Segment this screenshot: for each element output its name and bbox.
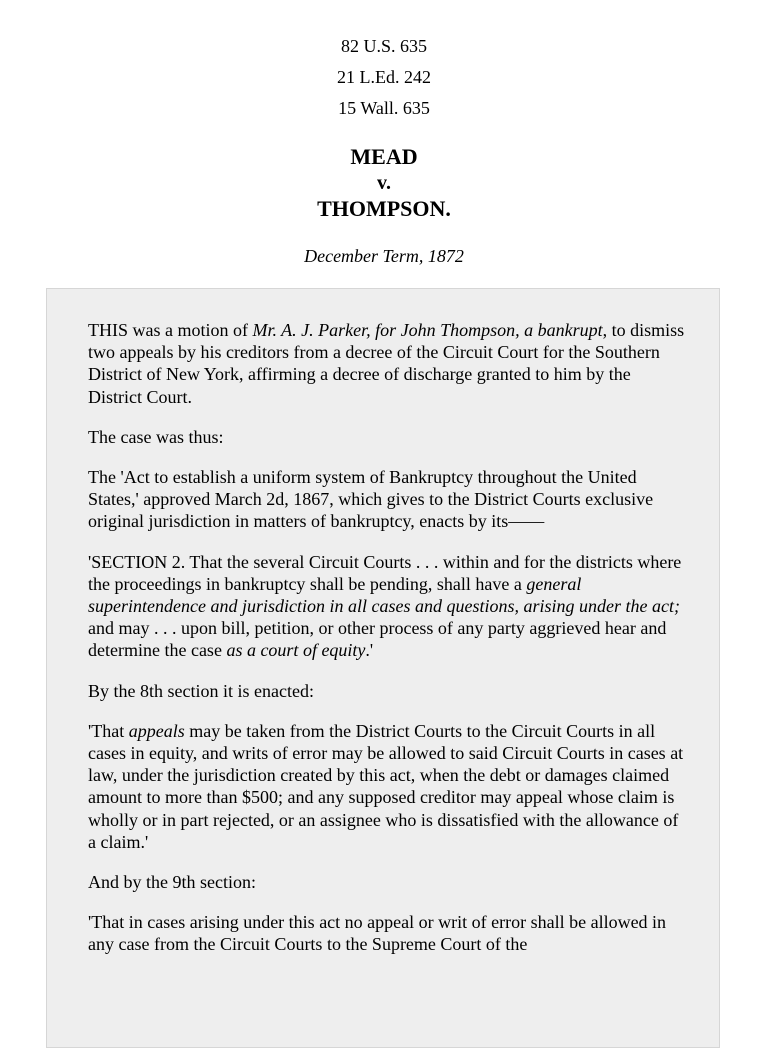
- paragraph-6: 'That appeals may be taken from the District Courts to the Circuit Courts in all cases in equity, and writs of error may be allowed to said Circuit Courts in cases at law, under the jurisdiction created by this act, when the debt or damages claimed amount to more than $500; and any supposed creditor may appeal whose claim is wholly or in part rejected, or an assignee who is dissatisfied with the allowance of a claim.': [88, 720, 684, 852]
- case-title: [0, 144, 768, 222]
- opinion-text-panel: [46, 288, 720, 1048]
- citation-lawyers-edition: 21 L.Ed. 242: [337, 67, 431, 87]
- citation-wallace: 15 Wall. 635: [338, 98, 430, 118]
- paragraph-2: The case was thus:: [88, 426, 224, 447]
- paragraph-3: The 'Act to establish a uniform system of Bankruptcy throughout the United States,' approved March 2d, 1867, which gives to the District Courts exclusive original jurisdiction in matters of bankruptcy, enacts by its——: [88, 467, 654, 532]
- paragraph-5: By the 8th section it is enacted:: [88, 680, 314, 701]
- paragraph-8: 'That in cases arising under this act no appeal or writ of error shall be allowed in any case from the Circuit Courts to the Supreme Court of the: [88, 912, 667, 955]
- case-term: December Term, 1872: [304, 246, 464, 266]
- case-party-2: THOMPSON.: [317, 196, 451, 221]
- paragraph-4: 'SECTION 2. That the several Circuit Courts . . . within and for the districts where the proceedings in bankruptcy shall be pending, shall have a general superintendence and jurisdiction in all cases and questions, arising under the act; and may . . . upon bill, petition, or other process of any party aggrieved hear and determine the case as a court of equity.': [88, 551, 682, 661]
- citations: [0, 34, 768, 127]
- citation-us-reports: 82 U.S. 635: [340, 36, 427, 56]
- opinion-text: [88, 319, 688, 974]
- case-versus: v.: [377, 172, 391, 194]
- paragraph-7: And by the 9th section:: [88, 872, 256, 893]
- case-party-1: MEAD: [350, 144, 418, 169]
- paragraph-1: THIS was a motion of Mr. A. J. Parker, for John Thompson, a bankrupt, to dismiss two appeals by his creditors from a decree of the Circuit Court for the Southern District of New York, affirming a decree of discharge granted to him by the District Court.: [88, 320, 685, 407]
